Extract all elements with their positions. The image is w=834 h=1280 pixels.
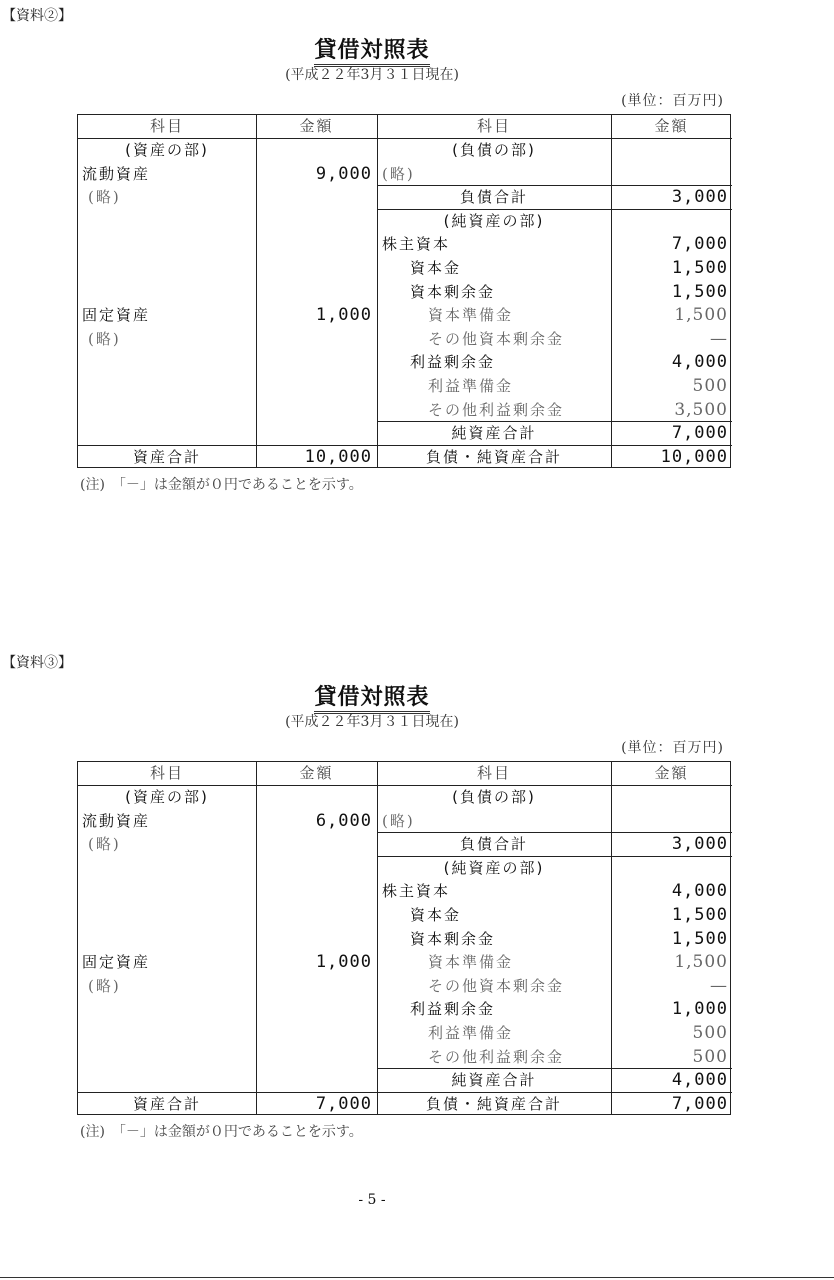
footnote: (注) 「－」は金額が０円であることを示す。 — [80, 1124, 363, 1140]
total-liabilities-equity-label: 負債・純資産合計 — [425, 1095, 562, 1114]
left-item-label: 流動資産 — [82, 811, 151, 830]
left-item-label: (略) — [88, 188, 121, 207]
left-item-label: 固定資産 — [82, 306, 151, 325]
right-item-label: 純資産合計 — [451, 1071, 537, 1090]
total-liabilities-equity-label: 負債・純資産合計 — [425, 448, 562, 467]
footer-divider — [0, 1277, 834, 1278]
section-label: 【資料②】 — [2, 8, 72, 24]
column-header: 金額 — [654, 117, 689, 135]
right-item-label: その他利益剰余金 — [428, 1047, 565, 1066]
right-item-label: 株主資本 — [382, 882, 451, 901]
right-item-label: 資本金 — [410, 259, 462, 277]
left-item-amount: 1,000 — [315, 952, 372, 973]
right-item-label: (負債の部) — [452, 788, 536, 806]
right-item-amount: 7,000 — [671, 423, 728, 444]
left-item-amount: 9,000 — [315, 163, 372, 184]
right-item-amount: 500 — [692, 376, 728, 396]
column-header: 金額 — [299, 117, 334, 135]
sheet-title — [0, 33, 744, 64]
right-item-label: (略) — [382, 164, 415, 183]
right-item-label: 利益準備金 — [428, 377, 514, 395]
left-item-amount: 1,000 — [315, 305, 372, 326]
right-item-label: 純資産合計 — [451, 424, 537, 443]
right-item-amount: 1,500 — [671, 905, 728, 925]
right-item-amount: 3,000 — [671, 187, 728, 208]
footnote: (注) 「－」は金額が０円であることを示す。 — [80, 477, 363, 493]
right-item-amount: 500 — [692, 1023, 728, 1043]
left-item-label: (略) — [88, 329, 121, 348]
right-item-amount: 7,000 — [671, 234, 728, 255]
right-item-label: 利益剰余金 — [410, 1000, 496, 1019]
right-item-label: 資本剰余金 — [410, 929, 496, 948]
right-item-amount: 1,000 — [671, 999, 728, 1020]
right-item-amount: 1,500 — [671, 281, 728, 302]
right-item-label: その他資本剰余金 — [428, 329, 565, 348]
total-assets-amount: 10,000 — [304, 447, 372, 468]
left-item-label: (資産の部) — [125, 788, 209, 806]
right-item-label: (純資産の部) — [443, 858, 545, 877]
total-liabilities-equity-amount: 10,000 — [660, 447, 728, 468]
left-item-label: (資産の部) — [125, 141, 209, 159]
right-item-label: 利益準備金 — [428, 1024, 514, 1042]
right-item-label: 負債合計 — [459, 835, 528, 854]
right-item-amount: 1,500 — [674, 305, 728, 326]
right-item-label: (負債の部) — [452, 141, 536, 159]
right-item-amount: — — [710, 328, 728, 349]
left-item-label: 固定資産 — [82, 953, 151, 972]
sheet-date: (平成２２年3月３１日現在) — [285, 67, 459, 83]
right-item-amount: 4,000 — [671, 1070, 728, 1091]
left-item-label: (略) — [88, 976, 121, 995]
right-item-label: 負債合計 — [459, 188, 528, 207]
right-item-amount: 3,000 — [671, 834, 728, 855]
section-label: 【資料③】 — [2, 655, 72, 671]
right-item-amount: 1,500 — [671, 258, 728, 278]
column-divider — [377, 762, 378, 1114]
sheet-title-text: 貸借対照表 — [314, 685, 429, 714]
column-header: 科目 — [149, 117, 184, 135]
unit-label: (単位：百万円) — [621, 93, 724, 109]
right-item-label: 資本金 — [410, 906, 462, 924]
right-item-amount: 3,500 — [674, 399, 728, 420]
page-number: - 5 - — [358, 1192, 386, 1208]
right-item-amount: 4,000 — [671, 352, 728, 373]
column-header: 金額 — [299, 764, 334, 782]
right-item-label: 資本準備金 — [428, 306, 514, 325]
right-item-label: 利益剰余金 — [410, 353, 496, 372]
left-item-amount: 6,000 — [315, 810, 372, 831]
total-assets-label: 資産合計 — [132, 1095, 201, 1114]
column-header: 金額 — [654, 764, 689, 782]
right-item-label: 資本剰余金 — [410, 282, 496, 301]
right-item-label: 資本準備金 — [428, 953, 514, 972]
total-assets-label: 資産合計 — [132, 448, 201, 467]
right-item-label: 株主資本 — [382, 235, 451, 254]
right-item-amount: 4,000 — [671, 881, 728, 902]
right-item-label: その他利益剰余金 — [428, 400, 565, 419]
sheet-date: (平成２２年3月３１日現在) — [285, 714, 459, 730]
balance-sheet-table — [77, 114, 731, 468]
left-item-label: 流動資産 — [82, 164, 151, 183]
left-item-label: (略) — [88, 835, 121, 854]
unit-label: (単位：百万円) — [621, 740, 724, 756]
column-divider — [377, 115, 378, 467]
sheet-title-text: 貸借対照表 — [314, 38, 429, 67]
right-item-label: (純資産の部) — [443, 211, 545, 230]
column-header: 科目 — [149, 764, 184, 782]
right-item-label: (略) — [382, 811, 415, 830]
column-header: 科目 — [476, 117, 511, 135]
total-assets-amount: 7,000 — [315, 1094, 372, 1115]
right-item-label: その他資本剰余金 — [428, 976, 565, 995]
column-header: 科目 — [476, 764, 511, 782]
balance-sheet-table — [77, 761, 731, 1115]
right-item-amount: 500 — [692, 1046, 728, 1067]
right-item-amount: — — [710, 975, 728, 996]
right-item-amount: 1,500 — [671, 928, 728, 949]
right-item-amount: 1,500 — [674, 952, 728, 973]
total-liabilities-equity-amount: 7,000 — [671, 1094, 728, 1115]
sheet-title — [0, 680, 744, 711]
